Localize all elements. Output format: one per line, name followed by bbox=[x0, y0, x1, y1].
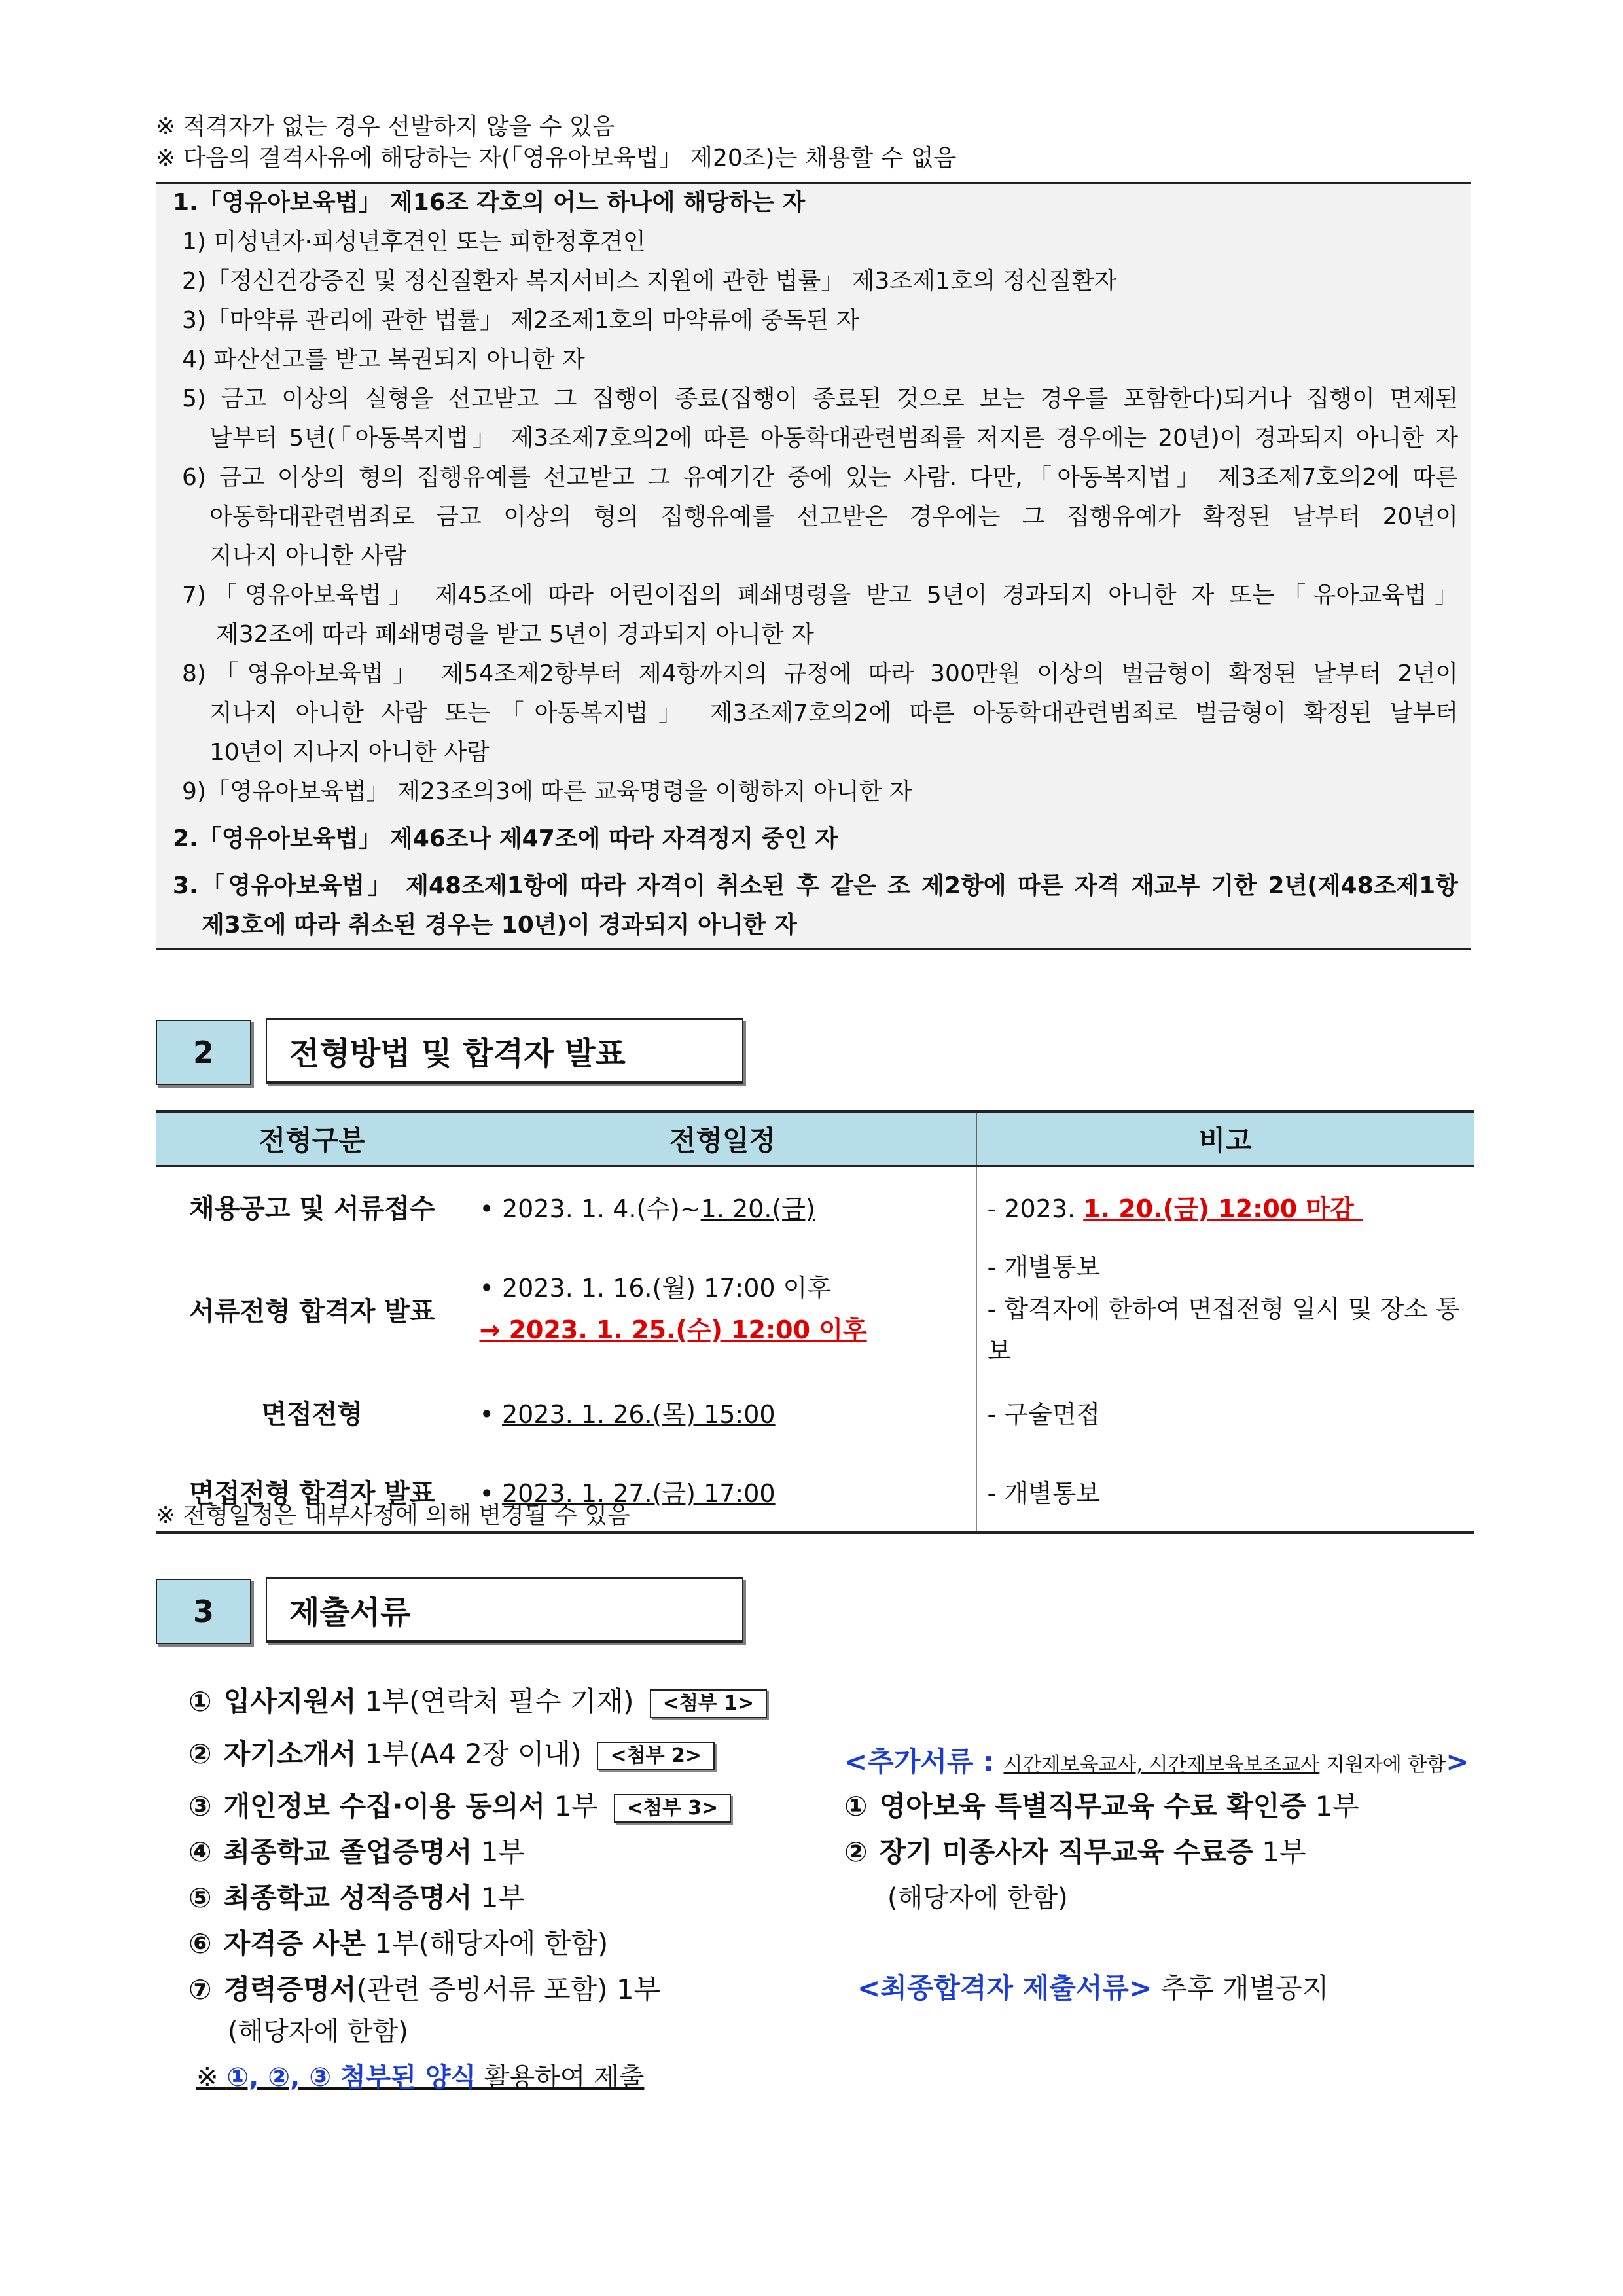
row-remark bbox=[976, 1166, 1474, 1246]
extra-doc-item-cont: (해당자에 한함) bbox=[887, 1883, 1068, 1913]
row-remark: - 개별통보 bbox=[976, 1452, 1474, 1532]
doc-item: ⑦ 경력증명서(관련 증빙서류 포함) 1부 bbox=[188, 1973, 661, 2005]
row-remark: - 구술면접 bbox=[976, 1372, 1474, 1452]
attachment-tag: <첨부 1> bbox=[650, 1689, 768, 1718]
table-header-row bbox=[156, 1111, 1474, 1166]
bullet: • bbox=[479, 1479, 502, 1509]
schedule-date: • 2023. 1. 4.(수)~ bbox=[479, 1194, 701, 1223]
note-no-qualified: ※ 적격자가 없는 경우 선발하지 않을 수 있음 bbox=[156, 113, 615, 140]
schedule-change-note: ※ 전형일정은 내부사정에 의해 변경될 수 있음 bbox=[156, 1502, 630, 1529]
extra-docs-title: <추가서류 : 시간제보육교사, 시간제보육보조교사 지원자에 한함> bbox=[844, 1746, 1469, 1778]
schedule-date-underlined: 2023. 1. 27.(금) 17:00 bbox=[502, 1479, 776, 1509]
remark-text: - 합격자에 한하여 면접전형 일시 및 장소 통보 bbox=[987, 1295, 1460, 1365]
disq-item: 7)「영유아보육법」 제45조에 따라 어린이집의 폐쇄명령을 받고 5년이 경과되지 아니한 자 또는「유아교육법」 bbox=[182, 582, 1458, 609]
remark-text: - 개별통보 bbox=[987, 1253, 1101, 1282]
section-2-number: 2 bbox=[156, 1020, 251, 1085]
disq-item: 4) 파산선고를 받고 복권되지 아니한 자 bbox=[182, 346, 585, 373]
disq-item: 9)「영유아보육법」 제23조의3에 따른 교육명령을 이행하지 아니한 자 bbox=[182, 778, 912, 805]
schedule-date-underlined: 2023. 1. 26.(목) 15:00 bbox=[502, 1400, 776, 1429]
attachment-tag: <첨부 2> bbox=[597, 1742, 715, 1770]
disq-item: 3)「마약류 관리에 관한 법률」 제2조제1호의 마약류에 중독된 자 bbox=[182, 307, 859, 334]
row-schedule bbox=[469, 1372, 976, 1452]
doc-item: ⑤ 최종학교 성적증명서 1부 bbox=[188, 1882, 525, 1914]
deadline-highlight: 1. 20.(금) 12:00 마감 bbox=[1083, 1194, 1363, 1223]
disq-item-cont: 아동학대관련범죄로 금고 이상의 형의 집행유예를 선고받은 경우에는 그 집행유예가 확정된 날부터 20년이 bbox=[209, 503, 1458, 530]
disq-heading-1: 1.「영유아보육법」 제16조 각호의 어느 하나에 해당하는 자 bbox=[173, 189, 806, 216]
section-3-title: 제출서류 bbox=[266, 1577, 743, 1643]
doc-item-cont: (해당자에 한함) bbox=[228, 2017, 408, 2047]
final-docs-line: <최종합격자 제출서류> 추후 개별공지 bbox=[857, 1972, 1329, 2004]
disq-item: 2)「정신건강증진 및 정신질환자 복지서비스 지원에 관한 법률」 제3조제1호의 정신질환자 bbox=[182, 268, 1117, 295]
row-schedule bbox=[469, 1166, 976, 1246]
bullet: • bbox=[479, 1400, 502, 1429]
disq-item-cont: 지나지 아니한 사람 또는「아동복지법」 제3조제7호의2에 따른 아동학대관련범죄로 벌금형이 확정된 날부터 bbox=[209, 700, 1458, 726]
disq-item: 8)「영유아보육법」 제54조제2항부터 제4항까지의 규정에 따라 300만원 이상의 벌금형이 확정된 날부터 2년이 bbox=[182, 660, 1458, 687]
header-remark: 비고 bbox=[976, 1111, 1474, 1166]
header-category: 전형구분 bbox=[156, 1111, 469, 1166]
table-row bbox=[156, 1166, 1474, 1246]
row-remark bbox=[976, 1246, 1474, 1372]
disqualification-box bbox=[156, 182, 1471, 950]
section-2-title: 전형방법 및 합격자 발표 bbox=[266, 1018, 743, 1084]
remark-text: - 2023. bbox=[987, 1194, 1084, 1223]
row-category: 면접전형 합격자 발표 bbox=[156, 1452, 469, 1532]
disq-item-cont: 10년이 지나지 아니한 사람 bbox=[209, 739, 490, 766]
table-row bbox=[156, 1372, 1474, 1452]
attachment-note: ※ ①, ②, ③ 첨부된 양식 활용하여 제출 bbox=[196, 2062, 645, 2092]
disq-item: 1) 미성년자·피성년후견인 또는 피한정후견인 bbox=[182, 228, 646, 255]
disq-item-cont: 제32조에 따라 폐쇄명령을 받고 5년이 경과되지 아니한 자 bbox=[216, 621, 814, 648]
doc-item: ③ 개인정보 수집·이용 동의서 1부 <첨부 3> bbox=[188, 1788, 731, 1825]
disq-heading-3-cont: 제3호에 따라 취소된 경우는 10년)이 경과되지 아니한 자 bbox=[202, 912, 797, 939]
attachment-tag: <첨부 3> bbox=[614, 1794, 732, 1823]
extra-doc-item: ② 장기 미종사자 직무교육 수료증 1부 bbox=[844, 1836, 1306, 1868]
disq-heading-2: 2.「영유아보육법」 제46조나 제47조에 따라 자격정지 중인 자 bbox=[173, 825, 838, 852]
note-disqualification: ※ 다음의 결격사유에 해당하는 자(「영유아보육법」 제20조)는 채용할 수 없음 bbox=[156, 145, 957, 171]
row-category: 채용공고 및 서류접수 bbox=[156, 1166, 469, 1246]
table-row bbox=[156, 1246, 1474, 1372]
disq-item-cont: 날부터 5년(「아동복지법」 제3조제7호의2에 따른 아동학대관련범죄를 저지른 경우에는 20년)이 경과되지 아니한 자 bbox=[209, 425, 1458, 452]
doc-item: ② 자기소개서 1부(A4 2장 이내) <첨부 2> bbox=[188, 1736, 715, 1772]
doc-item: ⑥ 자격증 사본 1부(해당자에 한함) bbox=[188, 1928, 609, 1960]
header-schedule: 전형일정 bbox=[469, 1111, 976, 1166]
doc-item: ④ 최종학교 졸업증명서 1부 bbox=[188, 1836, 525, 1868]
section-3-number: 3 bbox=[156, 1579, 251, 1644]
schedule-table bbox=[156, 1110, 1474, 1534]
row-category: 면접전형 bbox=[156, 1372, 469, 1452]
schedule-date-changed: → 2023. 1. 25.(수) 12:00 이후 bbox=[479, 1316, 867, 1344]
doc-item: ① 입사지원서 1부(연락처 필수 기재) <첨부 1> bbox=[188, 1683, 767, 1720]
row-schedule bbox=[469, 1246, 976, 1372]
disq-item: 6) 금고 이상의 형의 집행유예를 선고받고 그 유예기간 중에 있는 사람. 다만,「아동복지법」 제3조제7호의2에 따른 bbox=[182, 464, 1458, 491]
disq-item: 5) 금고 이상의 실형을 선고받고 그 집행이 종료(집행이 종료된 것으로 보는 경우를 포함한다)되거나 집행이 면제된 bbox=[182, 386, 1458, 412]
disq-item-cont: 지나지 아니한 사람 bbox=[209, 543, 407, 569]
disq-heading-3: 3.「영유아보육법」 제48조제1항에 따라 자격이 취소된 후 같은 조 제2항에 따른 자격 재교부 기한 2년(제48조제1항 bbox=[173, 872, 1458, 899]
schedule-date-underlined: 1. 20.(금) bbox=[700, 1194, 815, 1223]
extra-doc-item: ① 영아보육 특별직무교육 수료 확인증 1부 bbox=[844, 1790, 1359, 1822]
schedule-date-old: • 2023. 1. 16.(월) 17:00 이후 bbox=[479, 1274, 832, 1302]
row-category: 서류전형 합격자 발표 bbox=[156, 1246, 469, 1372]
